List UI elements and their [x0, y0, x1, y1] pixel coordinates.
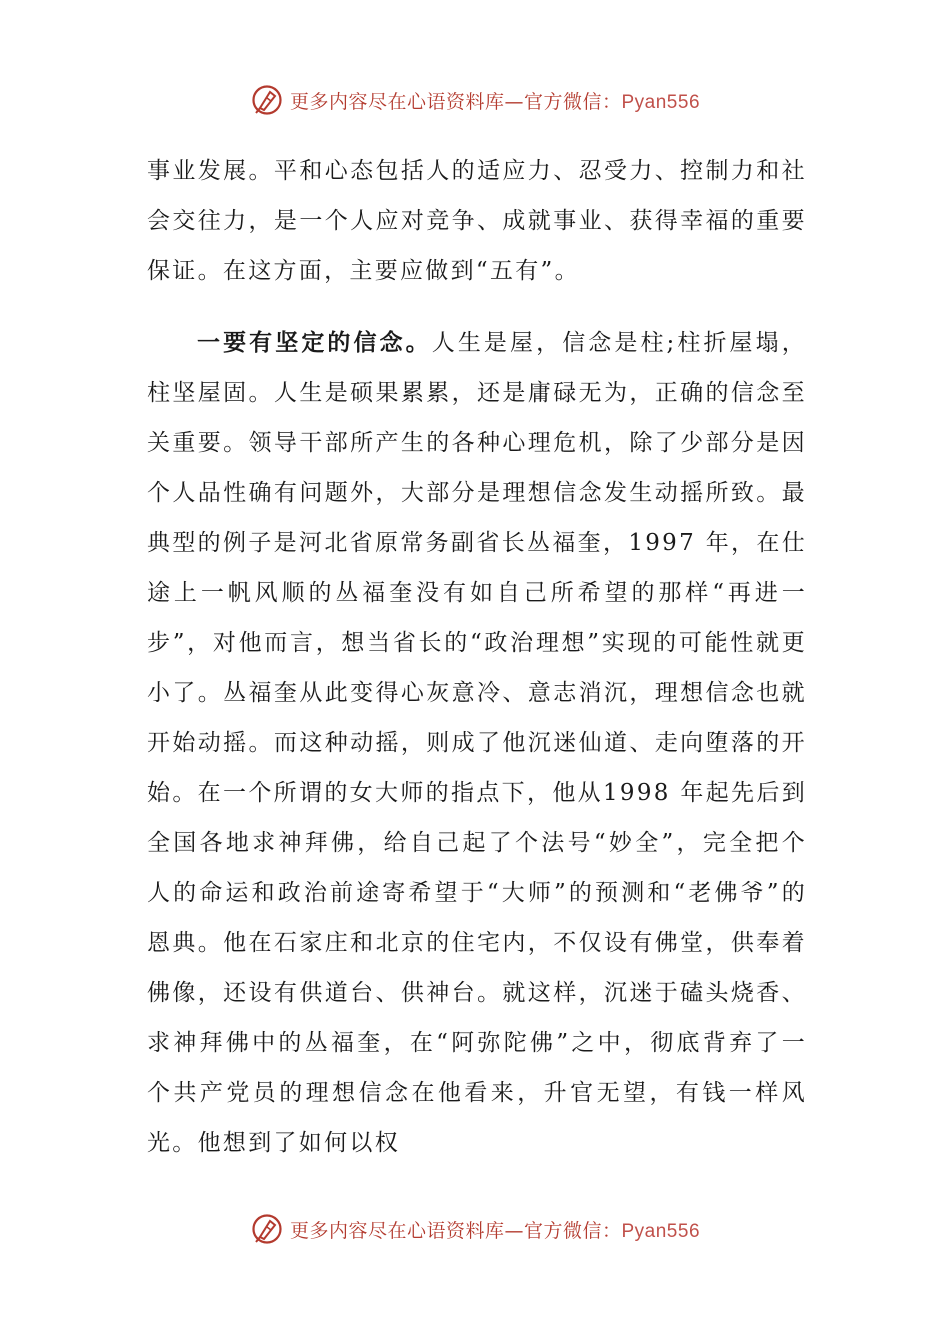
banner-wechat-label: 官方微信： — [523, 1219, 622, 1242]
footer-banner-text — [290, 1216, 700, 1243]
paragraph-intro: 事业发展。平和心态包括人的适应力、忍受力、控制力和社会交往力，是一个人应对竞争、成就事业、获得幸福的重要保证。在这方面，主要应做到“五有”。 — [147, 158, 807, 284]
document-body — [147, 146, 807, 1168]
paragraph-belief-text: 人生是屋，信念是柱;柱折屋塌，柱坚屋固。人生是硕果累累，还是庸碌无为，正确的信念至关重要。领导干部所产生的各种心理危机，除了少部分是因个人品性确有问题外，大部分是理想信念发生动摇所致。最典型的例子是河北省原常务副省长丛福奎，1997 年，在仕途上一帆风顺的丛福奎没有如自己所希望的那样“再进一步”，对他而言，想当省长的“政治理想”实现的可能性就更小了。丛福奎从此变得心灰意冷、意志消沉，理想信念也就开始动摇。而这种动摇，则成了他沉迷仙道、走向堕落的开始。在一个所谓的女大师的指点下，他从1998 年起先后到全国各地求神拜佛，给自己起了个法号“妙全”，完全把个人的命运和政治前途寄希望于“大师”的预测和“老佛爷”的恩典。他在石家庄和北京的住宅内，不仅设有佛堂，供奉着佛像，还设有供道台、供神台。就这样，沉迷于磕头烧香、求神拜佛中的丛福奎，在“阿弥陀佛”之中，彻底背弃了一个共产党员的理想信念在他看来，升官无望，有钱一样风光。他想到了如何以权 — [147, 330, 807, 1156]
footer-banner — [0, 1209, 950, 1249]
paragraph-belief — [147, 318, 807, 1168]
pen-nib-logo-icon — [250, 83, 284, 117]
banner-wechat-id: Pyan556 — [621, 1220, 701, 1242]
banner-wechat-id: Pyan556 — [621, 91, 701, 113]
banner-site-name: 更多内容尽在心语资料库 — [289, 1219, 505, 1242]
paragraph-lead-heading: 一要有坚定的信念。 — [197, 329, 432, 356]
banner-site-name: 更多内容尽在心语资料库 — [289, 90, 505, 113]
banner-wechat-label: 官方微信： — [523, 90, 622, 113]
header-banner — [0, 80, 950, 120]
banner-dash: — — [504, 1219, 524, 1242]
header-banner-text — [290, 87, 700, 114]
banner-dash: — — [504, 90, 524, 113]
pen-nib-logo-icon — [250, 1212, 284, 1246]
